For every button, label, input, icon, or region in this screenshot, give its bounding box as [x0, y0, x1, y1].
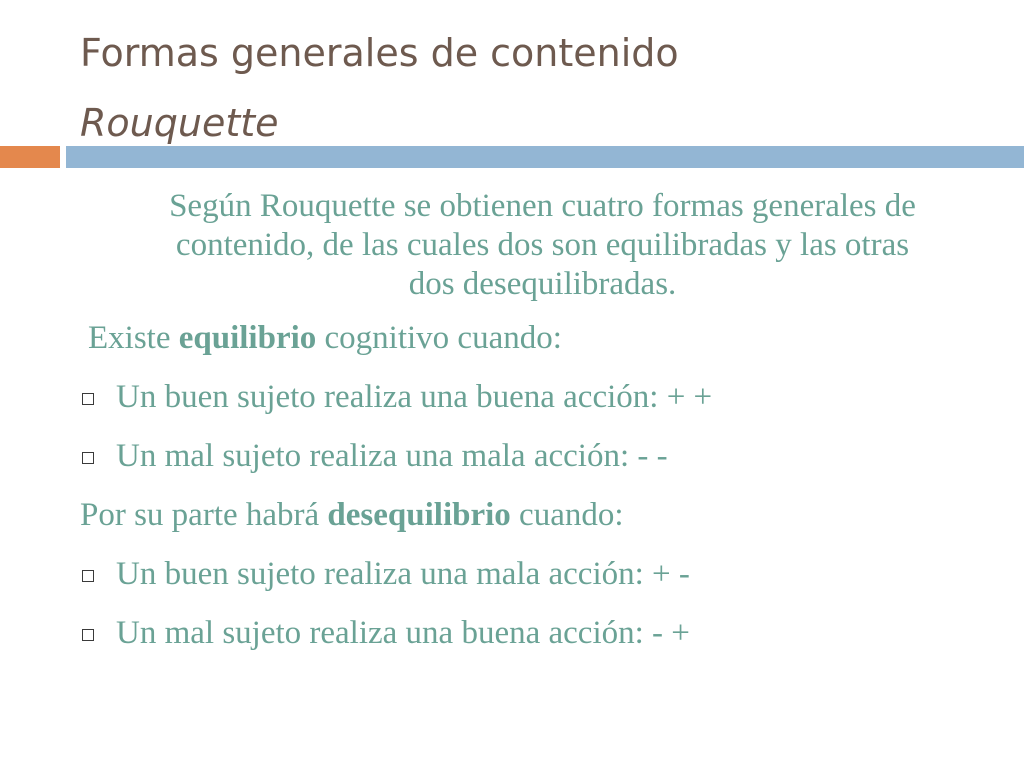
list-item-text: Un buen sujeto realiza una mala acción: + - — [116, 556, 690, 592]
list-item — [80, 440, 980, 480]
square-bullet-icon — [82, 452, 94, 464]
list-item — [80, 617, 980, 657]
equilibrium-suffix: cognitivo cuando: — [324, 320, 562, 356]
square-bullet-icon — [82, 629, 94, 641]
slide-subtitle: Rouquette — [80, 101, 279, 145]
equilibrium-keyword: equilibrio — [178, 320, 317, 356]
square-bullet-icon — [82, 393, 94, 405]
square-bullet-icon — [82, 570, 94, 582]
list-item-text: Un mal sujeto realiza una mala acción: - - — [116, 438, 668, 474]
list-item — [80, 558, 980, 598]
slide-title: Formas generales de contenido — [80, 31, 679, 75]
disequilibrium-prefix: Por su parte habrá — [80, 497, 320, 533]
disequilibrium-keyword: desequilibrio — [327, 497, 511, 533]
list-item-text: Un mal sujeto realiza una buena acción: - + — [116, 615, 690, 651]
list-item-text: Un buen sujeto realiza una buena acción: + + — [116, 379, 713, 415]
accent-bar-blue — [66, 146, 1024, 168]
disequilibrium-suffix: cuando: — [519, 497, 624, 533]
equilibrium-prefix: Existe — [88, 320, 171, 356]
list-item — [80, 381, 980, 421]
equilibrium-heading — [88, 322, 562, 355]
intro-paragraph: Según Rouquette se obtienen cuatro formas generales de contenido, de las cuales dos son equilibradas y las otras dos desequilibradas. — [169, 188, 916, 302]
disequilibrium-heading — [80, 499, 624, 532]
accent-bar-orange — [0, 146, 60, 168]
